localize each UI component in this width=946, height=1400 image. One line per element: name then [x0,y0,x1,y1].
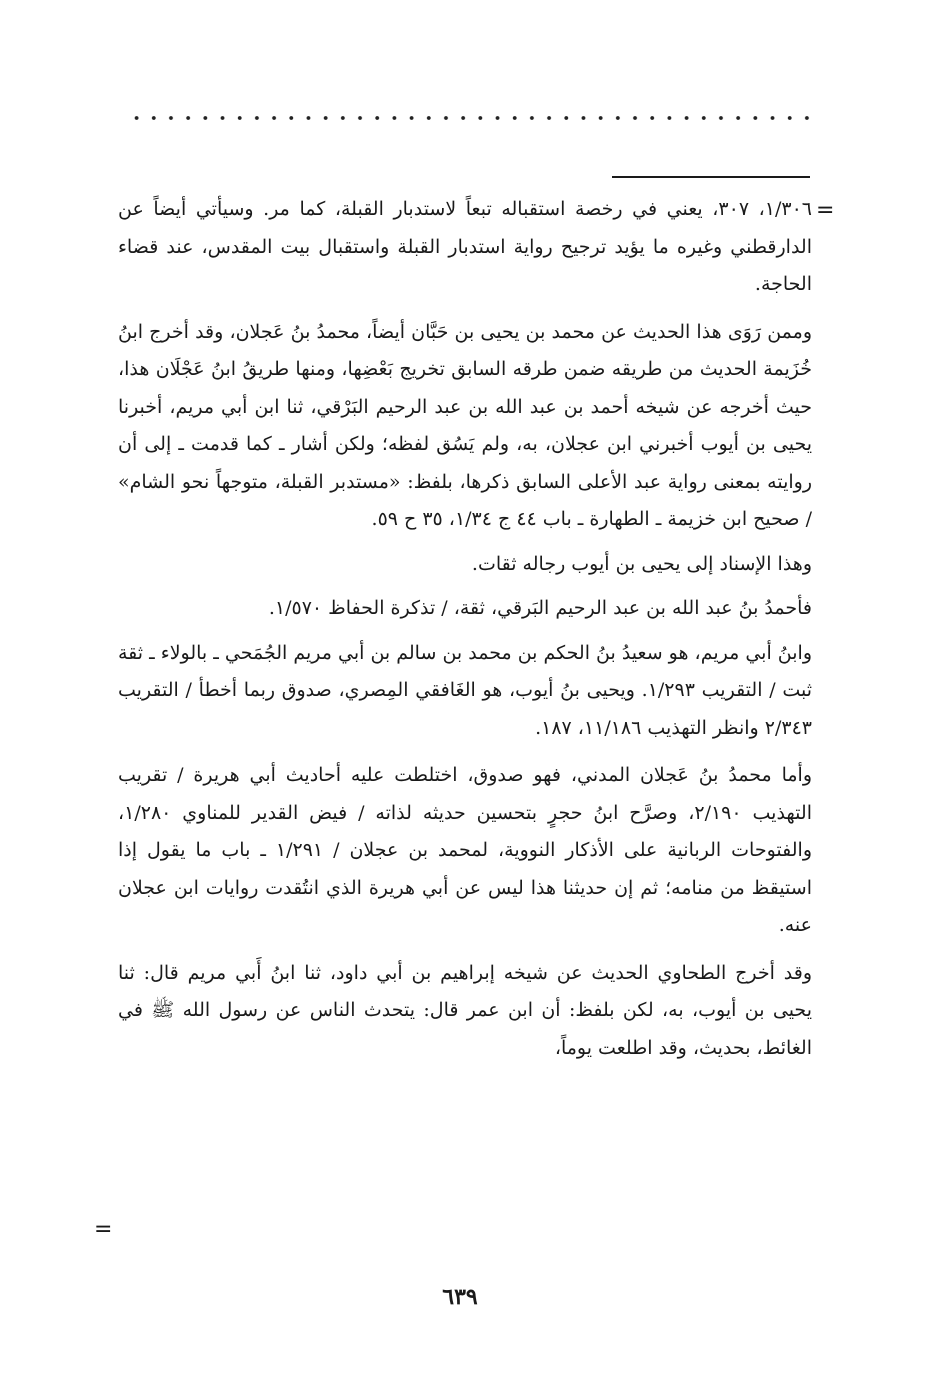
paragraph-continued-citation: ١/٣٠٦، ٣٠٧، يعني في رخصة استقباله تبعاً لاستدبار القبلة، كما مر. وسيأتي أيضاً عن الدارقطني وغيره ما يؤيد ترجيح رواية استدبار القبلة واستقبال بيت المقدس، عند قضاء الحاجة. [118,198,812,295]
paragraph-isnad-note: وهذا الإسناد إلى يحيى بن أيوب رجاله ثقات. [471,552,812,575]
paragraph-ibn-abi-maryam: وابنُ أبي مريم، هو سعيدُ بنُ الحكم بن محمد بن سالم بن أبي مريم الجُمَحي ـ بالولاء ـ ثقة ثبت / التقريب ١/٢٩٣. ويحيى بنُ أيوب، هو الغَافقي المِصري، صدوق ربما أخطأ / التقريب ٢/٣٤٣ وانظر التهذيب ١١/١٨٦، ١٨٧. [118,641,812,739]
paragraph-ibn-ajlan-narration: وممن رَوَى هذا الحديث عن محمد بن يحيى بن حَبَّان أيضاً، محمدُ بنُ عَجلان، وقد أخرج ابنُ خُزَيمة الحديث من طريقه ضمن طرقه السابق تخريج بَعْضِها، ومنها طريقُ ابنُ عَجْلَان هذا، حيث أخرجه عن شيخه أحمد بن عبد الله بن عبد الرحيم البَرْقي، ثنا ابن أبي مريم، أخبرنا يحيى بن أيوب أخبرني ابن عجلان، به، ولم يَسُق لفظه؛ ولكن أشار ـ كما قدمت ـ إلى أن روايته بمعنى رواية عبد الأعلى السابق ذكرها، بلفظ: «مستدبر القبلة، متوجهاً نحو الشام» / صحيح ابن خزيمة ـ الطهارة ـ باب ٤٤ ج ١/٣٤، ٣٥ ح ٥٩. [118,320,812,530]
page-number: ٦٣٩ [442,1284,478,1310]
continuation-mark-top: = [816,198,835,223]
paragraph-tahawi-narration: وقد أخرج الطحاوي الحديث عن شيخه إبراهيم بن أبي داود، ثنا ابنُ أَبي مريم قال: ثنا يحيى بن أيوب، به، لكن بلفظ: أن ابن عمر قال: يتحدث الناس عن رسول الله ﷺ في الغائط، بحديث، وقد اطلعت يوماً، [118,961,812,1059]
footnote-rule [612,176,810,178]
paragraph-ahmad-barqi: فأحمدُ بنُ عبد الله بن عبد الرحيم البَرقي، ثقة، / تذكرة الحفاظ ١/٥٧٠. [268,597,812,619]
paragraph-muhammad-ibn-ajlan: وأما محمدُ بنُ عَجلان المدني، فهو صدوق، اختلطت عليه أحاديث أبي هريرة / تقريب التهذيب ٢/١٩٠، وصرَّح ابنُ حجرٍ بتحسين حديثه لذاته / فيض القدير للمناوي ١/٢٨٠، والفتوحات الربانية على الأذكار النووية، لمحمد بن عجلان / ١/٢٩١ ـ باب ما يقول إذا استيقظ من منامه؛ ثم إن حديثنا هذا ليس عن أبي هريرة الذي انتُقدت روايات ابن عجلان عنه. [118,764,812,936]
continuation-mark-bottom: = [94,1217,113,1242]
footnote-body [118,191,812,1067]
dotted-separator [128,112,818,124]
